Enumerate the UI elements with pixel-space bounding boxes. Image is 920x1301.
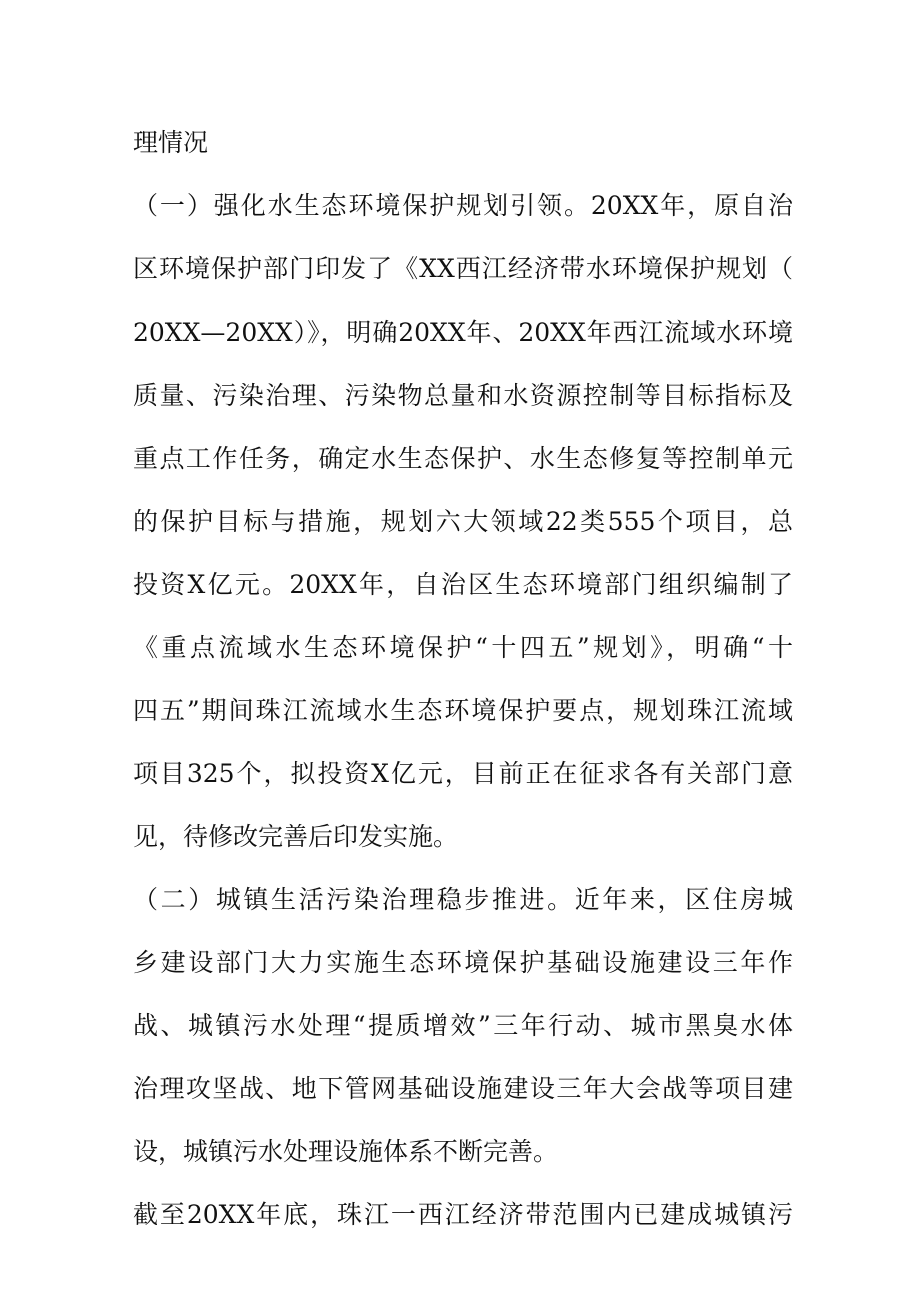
text-line: 设，城镇污水处理设施体系不断完善。 (133, 1137, 559, 1166)
text-line: 四五”期间珠江流域水生态环境保护要点，规划珠江流域 (133, 696, 793, 725)
text-line: 20XX—20XX）》，明确20XX年、20XX年西江流域水环境 (133, 318, 793, 347)
text-line: （二）城镇生活污染治理稳步推进。近年来，区住房城 (133, 885, 793, 914)
text-line: 治理攻坚战、地下管网基础设施建设三年大会战等项目建 (133, 1074, 793, 1103)
text-line: 的保护目标与措施，规划六大领域22类555个项目，总 (133, 507, 793, 536)
text-line: 区环境保护部门印发了《XX西江经济带水环境保护规划（ (133, 254, 793, 283)
text-line: 理情况 (133, 128, 209, 157)
text-line: 投资X亿元。20XX年，自治区生态环境部门组织编制了 (133, 570, 793, 599)
text-line: 战、城镇污水处理“提质增效”三年行动、城市黑臭水体 (133, 1011, 793, 1040)
text-line: （一）强化水生态环境保护规划引领。20XX年，原自治 (133, 191, 793, 220)
text-line: 质量、污染治理、污染物总量和水资源控制等目标指标及 (133, 381, 793, 410)
text-line: 《重点流域水生态环境保护“十四五”规划》，明确“十 (133, 633, 793, 662)
text-line: 见，待修改完善后印发实施。 (133, 822, 459, 851)
text-line: 项目325个，拟投资X亿元，目前正在征求各有关部门意 (133, 759, 793, 788)
text-line: 乡建设部门大力实施生态环境保护基础设施建设三年作 (133, 948, 793, 977)
text-line: 重点工作任务，确定水生态保护、水生态修复等控制单元 (133, 444, 793, 473)
text-line: 截至20XX年底，珠江一西江经济带范围内已建成城镇污 (133, 1200, 793, 1229)
